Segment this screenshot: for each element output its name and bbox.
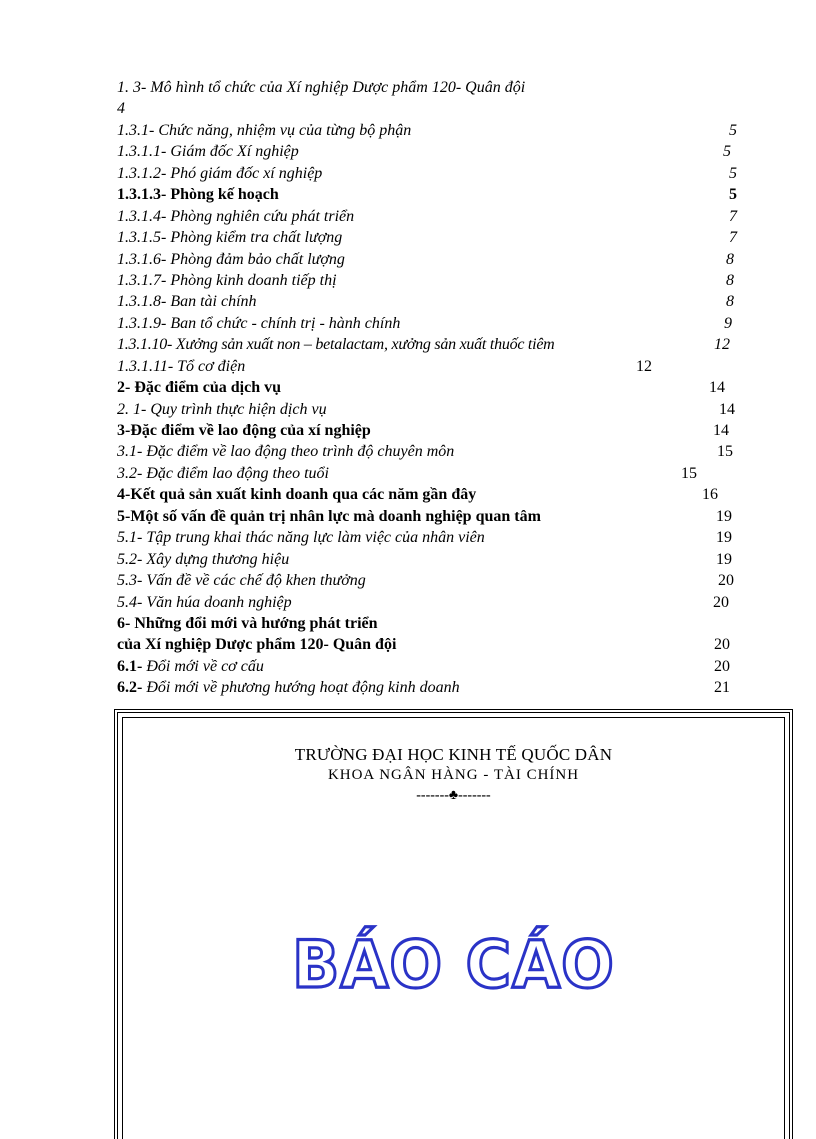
- toc-page-number: 19: [716, 550, 732, 568]
- toc-entry-title: [117, 677, 460, 698]
- toc-entry-number: 6.2-: [117, 679, 147, 697]
- toc-page-number: 20: [718, 572, 734, 590]
- toc-row: [117, 420, 777, 441]
- toc-entry-title: 1.3.1.5- Phòng kiểm tra chất lượng: [117, 229, 343, 247]
- toc-page-number: 8: [726, 271, 734, 289]
- toc-entry-title: của Xí nghiệp Dược phẩm 120- Quân đội: [117, 636, 397, 654]
- cover-page-inner-border: [122, 717, 785, 1139]
- toc-row: [117, 399, 777, 420]
- toc-row: [117, 77, 777, 98]
- toc-row: [117, 120, 777, 141]
- toc-row: [117, 463, 777, 484]
- toc-page-number: 12: [636, 357, 652, 375]
- toc-page-number: 9: [724, 314, 732, 332]
- toc-page-number: 5: [723, 143, 731, 161]
- toc-row: [117, 163, 777, 184]
- club-ornament-divider: -------♣-------: [416, 788, 491, 803]
- toc-page-number: 14: [713, 422, 729, 439]
- toc-row: [117, 549, 777, 570]
- toc-entry-title: 1.3.1- Chức năng, nhiệm vụ của từng bộ phận: [117, 121, 412, 139]
- toc-row: [117, 377, 777, 398]
- toc-entry-title: 3-Đặc điểm về lao động của xí nghiệp: [117, 422, 371, 439]
- university-name: TRƯỜNG ĐẠI HỌC KINH TẾ QUỐC DÂN: [294, 745, 613, 764]
- toc-row: [117, 227, 777, 248]
- toc-entry-title: 1.3.1.1- Giám đốc Xí nghiệp: [117, 143, 299, 161]
- toc-entry-title: 1.3.1.7- Phòng kinh doanh tiếp thị: [117, 271, 337, 289]
- toc-page-number: 16: [702, 486, 718, 504]
- toc-row: [117, 592, 777, 613]
- toc-entry-title: 1.3.1.9- Ban tổ chức - chính trị - hành chính: [117, 314, 401, 332]
- toc-entry-title: 5.1- Tập trung khai thác năng lực làm việc của nhân viên: [117, 529, 485, 547]
- toc-entry-title: 5.3- Vấn đề về các chế độ khen thưởng: [117, 572, 366, 590]
- toc-page-number: 5: [729, 164, 737, 182]
- toc-page-number: 19: [716, 529, 732, 547]
- toc-row: [117, 570, 777, 591]
- toc-page-number: 7: [729, 229, 737, 247]
- cover-page-frame: [114, 709, 793, 1139]
- toc-entry-title: 3.1- Đặc điểm về lao động theo trình độ chuyên môn: [117, 443, 455, 461]
- table-of-contents: [117, 77, 777, 699]
- toc-page-number: 14: [719, 400, 735, 418]
- toc-entry-title: 2- Đặc điểm của dịch vụ: [117, 379, 281, 397]
- toc-entry-title: 4: [117, 100, 125, 118]
- toc-page-number: 8: [726, 250, 734, 268]
- toc-entry-title: 6- Những đổi mới và hướng phát triển: [117, 614, 378, 632]
- toc-entry-text: Đổi mới về cơ cấu: [146, 657, 264, 675]
- toc-page-number: 8: [726, 293, 734, 311]
- toc-row: [117, 677, 777, 698]
- faculty-name: KHOA NGÂN HÀNG - TÀI CHÍNH: [327, 767, 580, 783]
- toc-row: [117, 356, 777, 377]
- toc-row: [117, 270, 777, 291]
- toc-entry-text: Đổi mới về phương hướng hoạt động kinh doanh: [146, 679, 460, 697]
- toc-row: [117, 613, 777, 634]
- toc-row: [117, 634, 777, 655]
- toc-row: [117, 506, 777, 527]
- toc-row: [117, 206, 777, 227]
- toc-page-number: 20: [714, 657, 730, 675]
- toc-row: [117, 334, 777, 355]
- toc-page-number: 20: [713, 593, 729, 611]
- toc-page-number: 20: [714, 636, 730, 654]
- toc-row: [117, 249, 777, 270]
- toc-entry-number: 6.1-: [117, 657, 147, 675]
- report-title: BÁO CÁO: [292, 926, 615, 1003]
- toc-page-number: 7: [729, 207, 737, 225]
- toc-page-number: 12: [714, 336, 730, 354]
- toc-row: [117, 141, 777, 162]
- toc-page-number: 5: [729, 186, 737, 204]
- toc-entry-title: 4-Kết quả sản xuất kinh doanh qua các năm gần đây: [117, 486, 477, 504]
- toc-page-number: 21: [714, 679, 730, 697]
- toc-entry-title: [117, 656, 264, 677]
- toc-row: [117, 484, 777, 505]
- toc-row: [117, 441, 777, 462]
- toc-row: [117, 656, 777, 677]
- toc-page-number: 19: [716, 507, 732, 525]
- toc-entry-title: 1.3.1.11- Tổ cơ điện: [117, 357, 246, 375]
- toc-entry-title: 1. 3- Mô hình tổ chức của Xí nghiệp Dược phẩm 120- Quân đội: [117, 79, 526, 96]
- toc-row: [117, 313, 777, 334]
- toc-row: [117, 291, 777, 312]
- toc-row: [117, 184, 777, 205]
- toc-page-number: 15: [681, 464, 697, 482]
- toc-entry-title: 5.4- Văn húa doanh nghiệp: [117, 593, 292, 611]
- toc-entry-title: 2. 1- Quy trình thực hiện dịch vụ: [117, 400, 327, 418]
- toc-entry-title: 3.2- Đặc điểm lao động theo tuổi: [117, 464, 329, 482]
- toc-entry-title: 5-Một số vấn đề quản trị nhân lực mà doanh nghiệp quan tâm: [117, 507, 541, 525]
- toc-page-number: 5: [729, 121, 737, 139]
- toc-entry-title: 1.3.1.4- Phòng nghiên cứu phát triển: [117, 207, 355, 225]
- toc-entry-title: 1.3.1.2- Phó giám đốc xí nghiệp: [117, 164, 323, 182]
- toc-entry-title: 1.3.1.3- Phòng kế hoạch: [117, 186, 279, 204]
- toc-entry-title: 5.2- Xây dựng thương hiệu: [117, 550, 290, 568]
- toc-row: [117, 527, 777, 548]
- toc-page-number: 15: [717, 443, 733, 461]
- toc-page-number: 14: [709, 379, 725, 397]
- toc-entry-title: 1.3.1.8- Ban tài chính: [117, 293, 257, 311]
- toc-row: [117, 98, 777, 119]
- toc-entry-title: 1.3.1.6- Phòng đảm bảo chất lượng: [117, 250, 345, 268]
- toc-entry-title: 1.3.1.10- Xưởng sản xuất non – betalactam, xưởng sản xuất thuốc tiêm: [117, 336, 555, 354]
